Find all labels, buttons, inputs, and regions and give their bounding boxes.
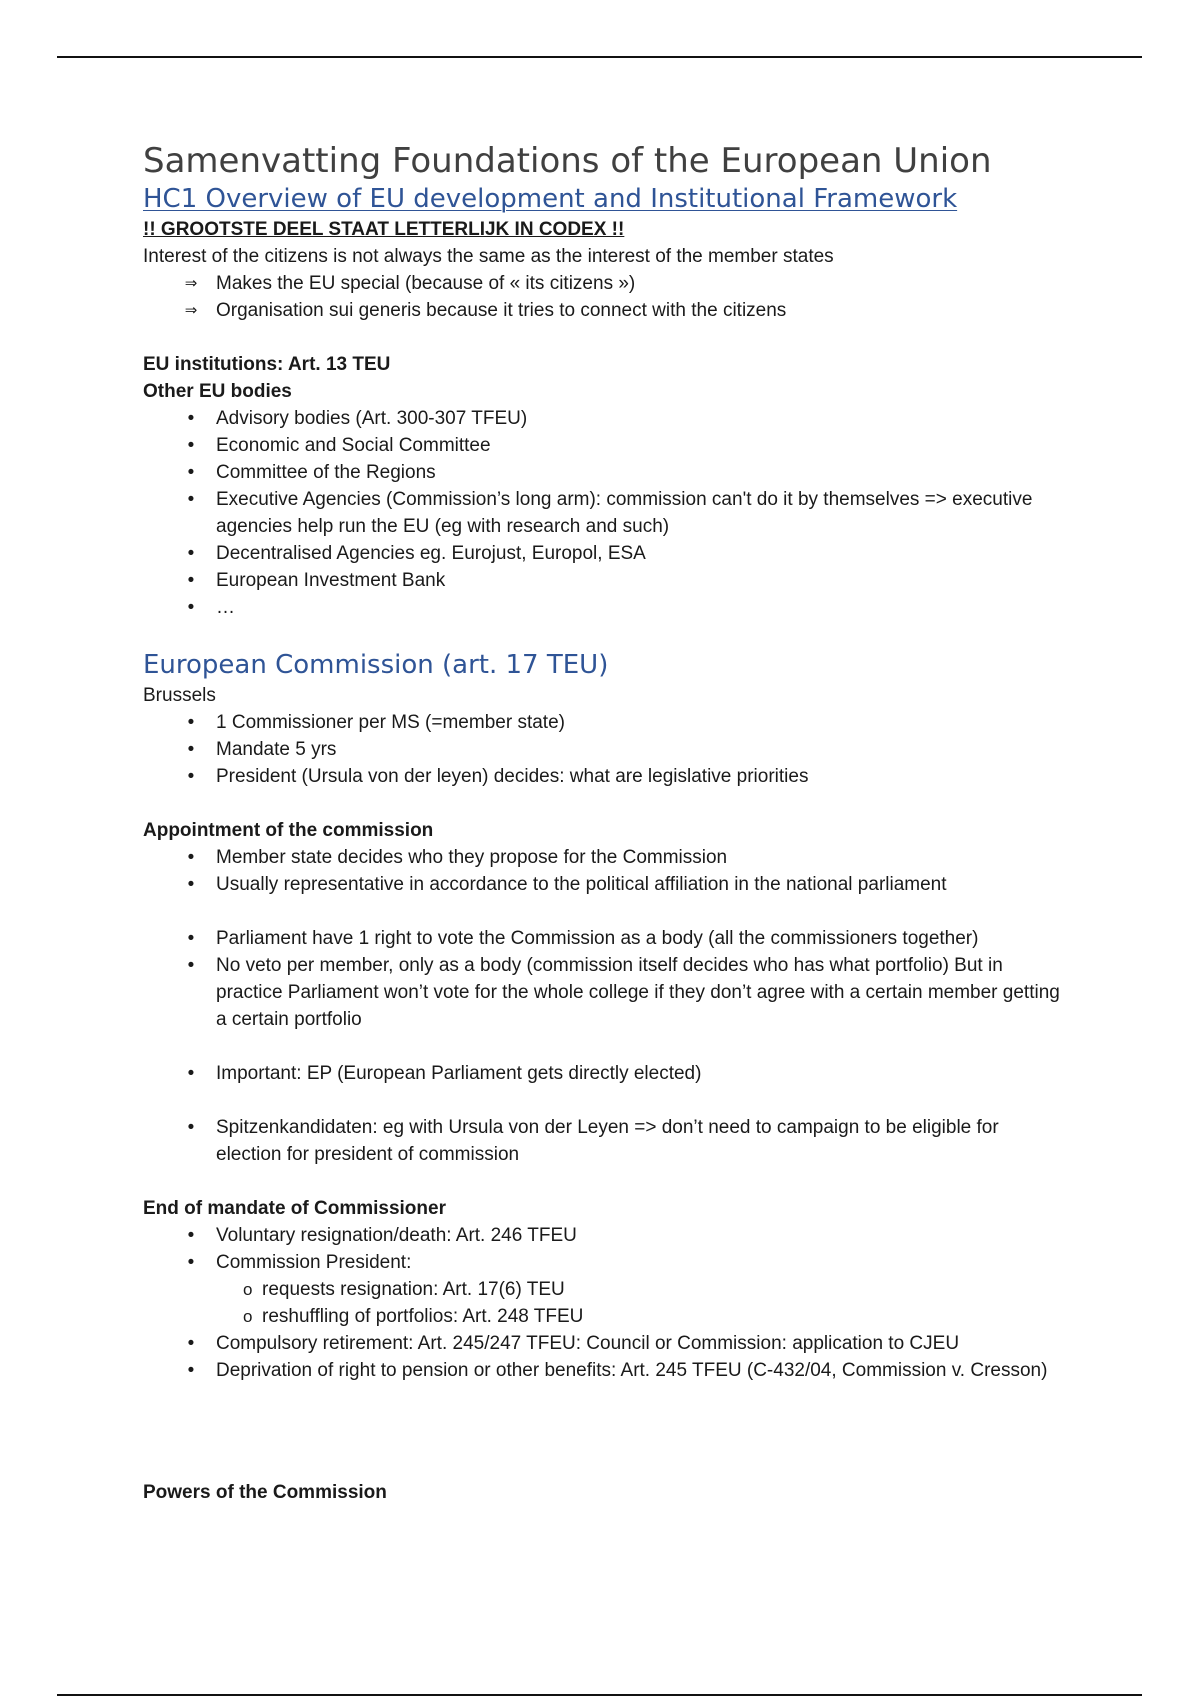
- arrow-icon: ⇒: [184, 302, 198, 319]
- appointment-vote-list: [143, 925, 1063, 1033]
- circle-bullet-icon: o: [243, 1280, 253, 1299]
- list-item: • Important: EP (European Parliament gets directly elected): [143, 1060, 1063, 1087]
- bullet-icon: •: [187, 597, 195, 618]
- bullet-icon: •: [187, 1063, 195, 1084]
- list-item: • Usually representative in accordance to the political affiliation in the national parliament: [143, 871, 1063, 898]
- list-item: ⇒ Makes the EU special (because of « its citizens »): [143, 270, 1063, 297]
- list-item: • Compulsory retirement: Art. 245/247 TFEU: Council or Commission: application to CJEU: [143, 1330, 1063, 1357]
- bullet-icon: •: [187, 570, 195, 591]
- bullet-icon: •: [187, 766, 195, 787]
- list-item: • Deprivation of right to pension or other benefits: Art. 245 TFEU (C-432/04, Commission v. Cresson): [143, 1357, 1063, 1384]
- bullet-icon: •: [187, 1333, 195, 1354]
- bullet-icon: •: [187, 955, 195, 976]
- arrow-icon: ⇒: [184, 275, 198, 292]
- bullet-icon: •: [187, 543, 195, 564]
- list-item: ⇒ Organisation sui generis because it tries to connect with the citizens: [143, 297, 1063, 324]
- end-mandate-list: [143, 1222, 1063, 1276]
- bodies-list: [143, 405, 1063, 621]
- end-mandate-list-2: [143, 1330, 1063, 1384]
- bullet-icon: •: [187, 1225, 195, 1246]
- intro-text: Interest of the citizens is not always the same as the interest of the member states: [143, 246, 834, 267]
- commission-list: [143, 709, 1063, 790]
- bullet-icon: •: [187, 928, 195, 949]
- bullet-icon: •: [187, 408, 195, 429]
- spitzen-list: [143, 1114, 1063, 1168]
- bullet-icon: •: [187, 739, 195, 760]
- bullet-icon: •: [187, 847, 195, 868]
- list-item: • Parliament have 1 right to vote the Commission as a body (all the commissioners together): [143, 925, 1063, 952]
- bodies-heading: Other EU bodies: [143, 381, 292, 402]
- circle-bullet-icon: o: [243, 1307, 253, 1326]
- bullet-icon: •: [187, 489, 195, 510]
- bullet-icon: •: [187, 462, 195, 483]
- list-item: • Committee of the Regions: [143, 459, 1063, 486]
- end-mandate-heading: End of mandate of Commissioner: [143, 1198, 446, 1219]
- list-item: o requests resignation: Art. 17(6) TEU: [143, 1276, 1063, 1303]
- footer-rule: [57, 1694, 1142, 1696]
- bullet-icon: •: [187, 1360, 195, 1381]
- list-item: • Executive Agencies (Commission’s long arm): commission can't do it by themselves => executive agencies help run the EU (eg with research and such): [143, 486, 1063, 540]
- bullet-icon: •: [187, 874, 195, 895]
- powers-heading: Powers of the Commission: [143, 1482, 387, 1503]
- appointment-list: [143, 844, 1063, 898]
- list-item: • European Investment Bank: [143, 567, 1063, 594]
- commission-heading: European Commission (art. 17 TEU): [143, 650, 609, 680]
- institutions-heading: EU institutions: Art. 13 TEU: [143, 354, 391, 375]
- document-title: Samenvatting Foundations of the European Union: [143, 141, 992, 181]
- hc1-heading: HC1 Overview of EU development and Institutional Framework: [143, 184, 958, 214]
- commission-location: Brussels: [143, 685, 216, 706]
- bullet-icon: •: [187, 712, 195, 733]
- list-item: • Member state decides who they propose for the Commission: [143, 844, 1063, 871]
- list-item: • …: [143, 594, 1063, 621]
- bullet-icon: •: [187, 1117, 195, 1138]
- document-page: [143, 140, 1063, 1506]
- list-item: • 1 Commissioner per MS (=member state): [143, 709, 1063, 736]
- bullet-icon: •: [187, 1252, 195, 1273]
- important-list: [143, 1060, 1063, 1087]
- list-item: • Voluntary resignation/death: Art. 246 TFEU: [143, 1222, 1063, 1249]
- list-item: o reshuffling of portfolios: Art. 248 TFEU: [143, 1303, 1063, 1330]
- list-item: • No veto per member, only as a body (commission itself decides who has what portfolio) But in practice Parliament won’t vote for the whole college if they don’t agree with a certain member getting a certain portfolio: [143, 952, 1063, 1033]
- arrow-list: [143, 270, 1063, 324]
- codex-warning: !! GROOTSTE DEEL STAAT LETTERLIJK IN CODEX !!: [143, 219, 625, 240]
- list-item: • President (Ursula von der leyen) decides: what are legislative priorities: [143, 763, 1063, 790]
- list-item: • Advisory bodies (Art. 300-307 TFEU): [143, 405, 1063, 432]
- list-item: • Commission President:: [143, 1249, 1063, 1276]
- list-item: • Mandate 5 yrs: [143, 736, 1063, 763]
- president-sub-list: [143, 1276, 1063, 1330]
- list-item: • Economic and Social Committee: [143, 432, 1063, 459]
- list-item: • Decentralised Agencies eg. Eurojust, Europol, ESA: [143, 540, 1063, 567]
- bullet-icon: •: [187, 435, 195, 456]
- appointment-heading: Appointment of the commission: [143, 820, 434, 841]
- list-item: • Spitzenkandidaten: eg with Ursula von der Leyen => don’t need to campaign to be eligible for election for president of commission: [143, 1114, 1063, 1168]
- header-rule: [57, 56, 1142, 58]
